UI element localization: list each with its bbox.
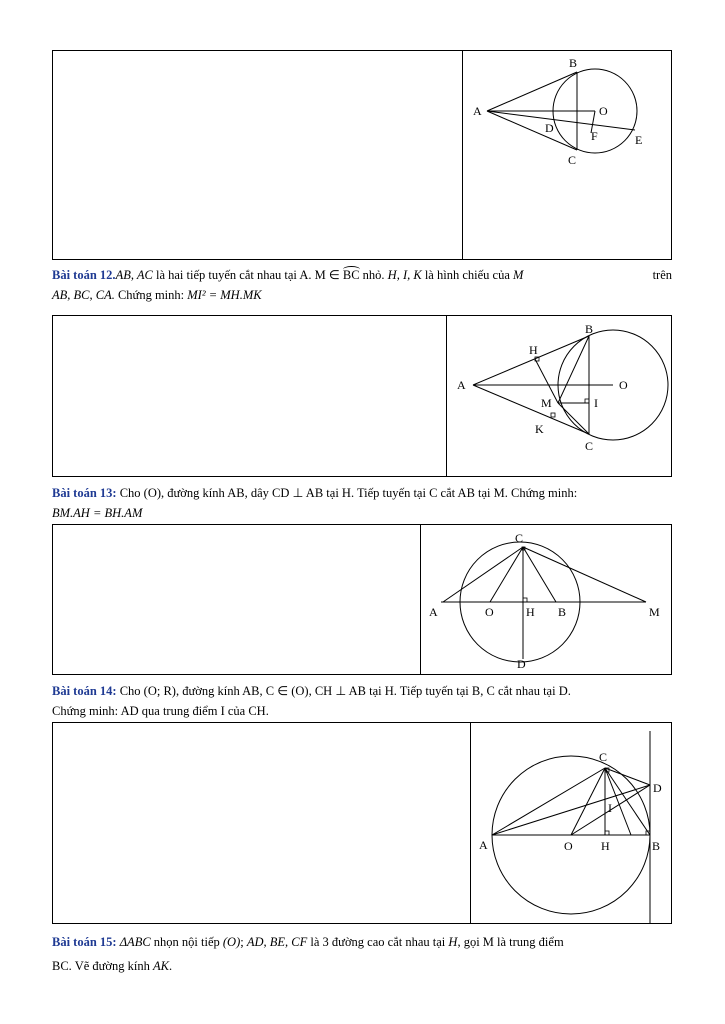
- p12-t2: là hai tiếp tuyến cắt nhau tại A. M ∈: [152, 268, 343, 282]
- solution-box-11: [52, 50, 672, 260]
- problem-13: [52, 483, 672, 523]
- fig13-label-O: O: [485, 605, 494, 619]
- problem-12: [52, 265, 672, 305]
- p12-t7: trên: [652, 268, 672, 282]
- problem-15-line-1: [52, 930, 672, 954]
- fig14-label-I: I: [608, 801, 612, 815]
- fig12-label-H: H: [529, 343, 538, 357]
- problem-14-title: Bài toán 14:: [52, 684, 117, 698]
- fig11-label-A: A: [473, 104, 482, 118]
- fig14-label-C: C: [599, 750, 608, 764]
- fig14-label-A: A: [479, 838, 488, 852]
- p12-t6: M: [513, 268, 524, 282]
- p15-t9: BC. Vẽ đường kính: [52, 959, 154, 973]
- problem-13-line-1: [52, 483, 672, 503]
- fig13-label-A: A: [429, 605, 438, 619]
- p12-t4: H, I, K: [387, 268, 422, 282]
- p15-t5: AD, BE, CF: [246, 935, 308, 949]
- solution-box-12: [52, 315, 672, 477]
- problem-15-title: Bài toán 15:: [52, 935, 117, 949]
- p15-t8: , gọi M là trung điểm: [457, 935, 564, 949]
- fig13-label-M: M: [649, 605, 660, 619]
- solution-box-13: [52, 524, 672, 675]
- fig11-label-D: D: [545, 121, 554, 135]
- p15-t2: nhọn nội tiếp: [150, 935, 223, 949]
- fig11-label-B: B: [569, 56, 578, 70]
- fig11-label-C: C: [568, 153, 577, 167]
- fig12-label-B: B: [585, 322, 594, 336]
- p15-t1: ΔABC: [116, 935, 151, 949]
- p12-t10: MI² = MH.MK: [187, 288, 262, 302]
- fig11-label-F: F: [591, 129, 598, 143]
- problem-15: [52, 930, 672, 978]
- p12-t1: AB, AC: [115, 268, 153, 282]
- fig12-label-C: C: [585, 439, 594, 453]
- fig13-label-C: C: [515, 531, 524, 545]
- p14-t1: Cho (O; R), đường kính AB, C ∈ (O), CH ⊥ AB tại H. Tiếp tuyến tại B, C cắt nhau tại D.: [116, 684, 571, 698]
- fig14-label-B: B: [652, 839, 661, 853]
- problem-14: [52, 681, 672, 721]
- fig14-label-H: H: [601, 839, 610, 853]
- p12-t5: là hình chiếu của: [421, 268, 513, 282]
- fig13-label-D: D: [517, 657, 526, 671]
- figure-11: [463, 51, 671, 259]
- p12-t8: AB, BC, CA.: [52, 288, 115, 302]
- p15-t3: (O): [222, 935, 241, 949]
- p15-t10: AK: [153, 959, 169, 973]
- fig11-label-O: O: [599, 104, 608, 118]
- problem-14-line-1: [52, 681, 672, 701]
- p13-t1: Cho (O), đường kính AB, dây CD ⊥ AB tại H. Tiếp tuyến tại C cắt AB tại M. Chứng minh:: [116, 486, 578, 500]
- p12-t3: nhỏ.: [359, 268, 388, 282]
- problem-12-line-1: [52, 265, 672, 285]
- fig12-label-K: K: [535, 422, 544, 436]
- fig11-label-E: E: [635, 133, 643, 147]
- fig13-label-B: B: [558, 605, 567, 619]
- problem-13-title: Bài toán 13:: [52, 486, 117, 500]
- problem-12-title: Bài toán 12.: [52, 268, 116, 282]
- p15-t6: là 3 đường cao cắt nhau tại: [307, 935, 449, 949]
- figure-14: [471, 723, 671, 923]
- p12-t9: Chứng minh:: [114, 288, 188, 302]
- fig14-label-O: O: [564, 839, 573, 853]
- fig13-label-H: H: [526, 605, 535, 619]
- fig12-label-A: A: [457, 378, 466, 392]
- p15-t11: .: [169, 959, 173, 973]
- problem-13-line-2: BM.AH = BH.AM: [52, 506, 143, 520]
- fig12-label-I: I: [594, 396, 598, 410]
- solution-box-14: [52, 722, 672, 924]
- arc-BC: BC: [342, 268, 360, 282]
- figure-12: [447, 316, 671, 476]
- fig12-label-M: M: [541, 396, 552, 410]
- problem-14-line-2: Chứng minh: AD qua trung điểm I của CH.: [52, 704, 269, 718]
- fig12-label-O: O: [619, 378, 628, 392]
- fig14-label-D: D: [653, 781, 662, 795]
- p15-t7: H: [448, 935, 458, 949]
- problem-12-line-2: [52, 285, 672, 305]
- problem-15-line-2: [52, 954, 672, 978]
- p15-t4: ;: [240, 935, 247, 949]
- figure-13: [421, 525, 671, 674]
